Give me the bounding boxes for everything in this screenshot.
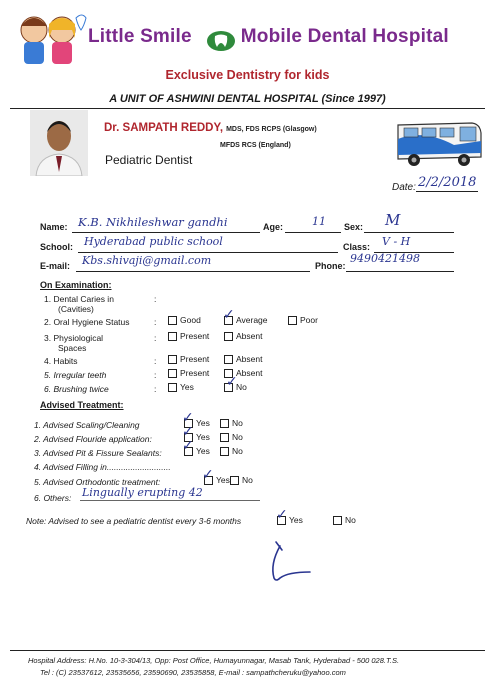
checkbox[interactable] bbox=[168, 369, 177, 378]
mobile-bus-icon bbox=[394, 115, 484, 170]
header-divider bbox=[10, 108, 485, 109]
exam-oral-hygiene: 2. Oral Hygiene Status bbox=[44, 317, 130, 327]
note-text: Note: Advised to see a pediatric dentist every 3-6 months bbox=[26, 516, 242, 526]
exam-irregular-teeth: 5. Irregular teeth bbox=[44, 370, 107, 380]
option-poor[interactable]: Poor bbox=[288, 315, 318, 325]
doctor-quals-1: MDS, FDS RCPS (Glasgow) bbox=[226, 126, 317, 133]
advised-flouride: 2. Advised Flouride application: bbox=[34, 434, 152, 444]
school-label: School: bbox=[40, 242, 73, 252]
tick-mark-icon: ✓ bbox=[226, 374, 238, 390]
option-present[interactable]: Present bbox=[168, 368, 209, 378]
option-yes[interactable]: Yes bbox=[184, 432, 210, 442]
option-no[interactable]: No bbox=[230, 475, 253, 485]
examination-title: On Examination: bbox=[40, 280, 112, 290]
class-value: V - H bbox=[382, 235, 411, 248]
option-no[interactable]: No bbox=[333, 515, 356, 525]
name-line bbox=[72, 232, 260, 233]
kids-logo-icon bbox=[6, 8, 92, 70]
email-label: E-mail: bbox=[40, 261, 71, 271]
brand-part1: Little Smile bbox=[88, 26, 192, 47]
phone-line bbox=[346, 271, 454, 272]
advised-sealants: 3. Advised Pit & Fissure Sealants: bbox=[34, 448, 162, 458]
doctor-signature bbox=[258, 538, 318, 588]
class-label: Class: bbox=[343, 242, 371, 252]
option-absent[interactable]: Absent bbox=[224, 331, 262, 341]
option-yes[interactable]: Yes bbox=[277, 515, 303, 525]
checkbox[interactable] bbox=[168, 332, 177, 341]
colon: : bbox=[154, 294, 157, 304]
exam-row-label2: Spaces bbox=[58, 343, 87, 353]
sex-line bbox=[364, 232, 454, 233]
brand-part2: Mobile Dental Hospital bbox=[240, 26, 449, 47]
checkbox[interactable] bbox=[288, 316, 297, 325]
tick-mark-icon: ✓ bbox=[182, 438, 194, 454]
tick-mark-icon: ✓ bbox=[182, 424, 194, 440]
date-label: Date: bbox=[392, 182, 416, 193]
option-no[interactable]: No bbox=[220, 418, 243, 428]
exam-row-label: 3. Physiological bbox=[44, 333, 104, 343]
doctor-specialty: Pediatric Dentist bbox=[105, 153, 193, 167]
option-yes[interactable]: Yes bbox=[184, 446, 210, 456]
option-average[interactable]: Average bbox=[224, 315, 268, 325]
footer-address: Hospital Address: H.No. 10-3-304/13, Opp: Post Office, Humayunnagar, Masab Tank, Hyderabad - 500 028.T.S. bbox=[28, 656, 400, 665]
checkbox[interactable] bbox=[224, 332, 233, 341]
colon: : bbox=[154, 370, 157, 380]
exam-dental-caries bbox=[44, 294, 114, 314]
option-absent[interactable]: Absent bbox=[224, 368, 262, 378]
advised-title: Advised Treatment: bbox=[40, 400, 124, 410]
option-yes[interactable]: Yes bbox=[168, 382, 194, 392]
colon: : bbox=[154, 384, 157, 394]
option-yes[interactable]: Yes bbox=[204, 475, 230, 485]
email-line bbox=[76, 271, 310, 272]
checkbox[interactable] bbox=[224, 355, 233, 364]
option-present[interactable]: Present bbox=[168, 331, 209, 341]
exam-row-label2: (Cavities) bbox=[58, 304, 94, 314]
sex-value: M bbox=[385, 211, 401, 229]
advised-filling: 4. Advised Filling in........................... bbox=[34, 462, 171, 472]
checkbox[interactable] bbox=[220, 419, 229, 428]
tick-mark-icon: ✓ bbox=[202, 467, 214, 483]
tick-mark-icon: ✓ bbox=[276, 507, 288, 523]
checkbox[interactable] bbox=[220, 447, 229, 456]
tick-mark-icon: ✓ bbox=[223, 307, 235, 323]
doctor-name bbox=[104, 122, 317, 134]
checkbox[interactable] bbox=[230, 476, 239, 485]
footer-divider bbox=[10, 650, 485, 651]
age-value: 11 bbox=[312, 215, 326, 228]
footer-contact: Tel : (C) 23537612, 23535656, 23590690, 23535858, E-mail : sampathcheruku@yahoo.com bbox=[40, 668, 346, 677]
colon: : bbox=[154, 333, 157, 343]
exam-row-label: 1. Dental Caries in bbox=[44, 294, 114, 304]
option-yes[interactable]: Yes bbox=[184, 418, 210, 428]
option-absent[interactable]: Absent bbox=[224, 354, 262, 364]
exam-habits: 4. Habits bbox=[44, 356, 78, 366]
checkbox[interactable] bbox=[168, 316, 177, 325]
advised-others: 6. Others: bbox=[34, 493, 72, 503]
doctor-quals-2: MFDS RCS (England) bbox=[220, 142, 291, 149]
email-value: Kbs.shivaji@gmail.com bbox=[82, 254, 212, 267]
doctor-name-text: Dr. SAMPATH REDDY, bbox=[104, 122, 224, 134]
hospital-brand-name bbox=[88, 26, 449, 48]
sex-label: Sex: bbox=[344, 222, 364, 232]
checkbox[interactable] bbox=[220, 433, 229, 442]
age-line bbox=[285, 232, 341, 233]
advised-scaling: 1. Advised Scaling/Cleaning bbox=[34, 420, 140, 430]
checkbox[interactable] bbox=[333, 516, 342, 525]
checkbox[interactable] bbox=[168, 355, 177, 364]
checkbox[interactable] bbox=[168, 383, 177, 392]
date-value: 2/2/2018 bbox=[418, 175, 477, 190]
option-no[interactable]: No bbox=[220, 432, 243, 442]
option-no[interactable]: No bbox=[224, 382, 247, 392]
option-no[interactable]: No bbox=[220, 446, 243, 456]
option-good[interactable]: Good bbox=[168, 315, 201, 325]
age-label: Age: bbox=[263, 222, 283, 232]
name-value: K.B. Nikhileshwar gandhi bbox=[78, 215, 228, 229]
tagline: Exclusive Dentistry for kids bbox=[165, 68, 330, 82]
unit-line: A UNIT OF ASHWINI DENTAL HOSPITAL (Since 1997) bbox=[109, 93, 386, 105]
colon: : bbox=[154, 317, 157, 327]
phone-label: Phone: bbox=[315, 261, 346, 271]
date-underline bbox=[416, 191, 478, 192]
name-label: Name: bbox=[40, 222, 68, 232]
school-value: Hyderabad public school bbox=[84, 235, 223, 248]
phone-value: 9490421498 bbox=[350, 252, 420, 265]
exam-brushing-twice: 6. Brushing twice bbox=[44, 384, 109, 394]
exam-physiological-spaces bbox=[44, 333, 103, 353]
tooth-badge-icon bbox=[205, 30, 237, 52]
school-line bbox=[78, 252, 338, 253]
colon: : bbox=[154, 356, 157, 366]
tick-mark-icon: ✓ bbox=[182, 410, 194, 426]
doctor-photo bbox=[30, 110, 88, 176]
option-present[interactable]: Present bbox=[168, 354, 209, 364]
advised-orthodontic: 5. Advised Orthodontic treatment: bbox=[34, 477, 161, 487]
others-line bbox=[80, 500, 260, 501]
advised-others-value: Lingually erupting 42 bbox=[82, 486, 203, 499]
